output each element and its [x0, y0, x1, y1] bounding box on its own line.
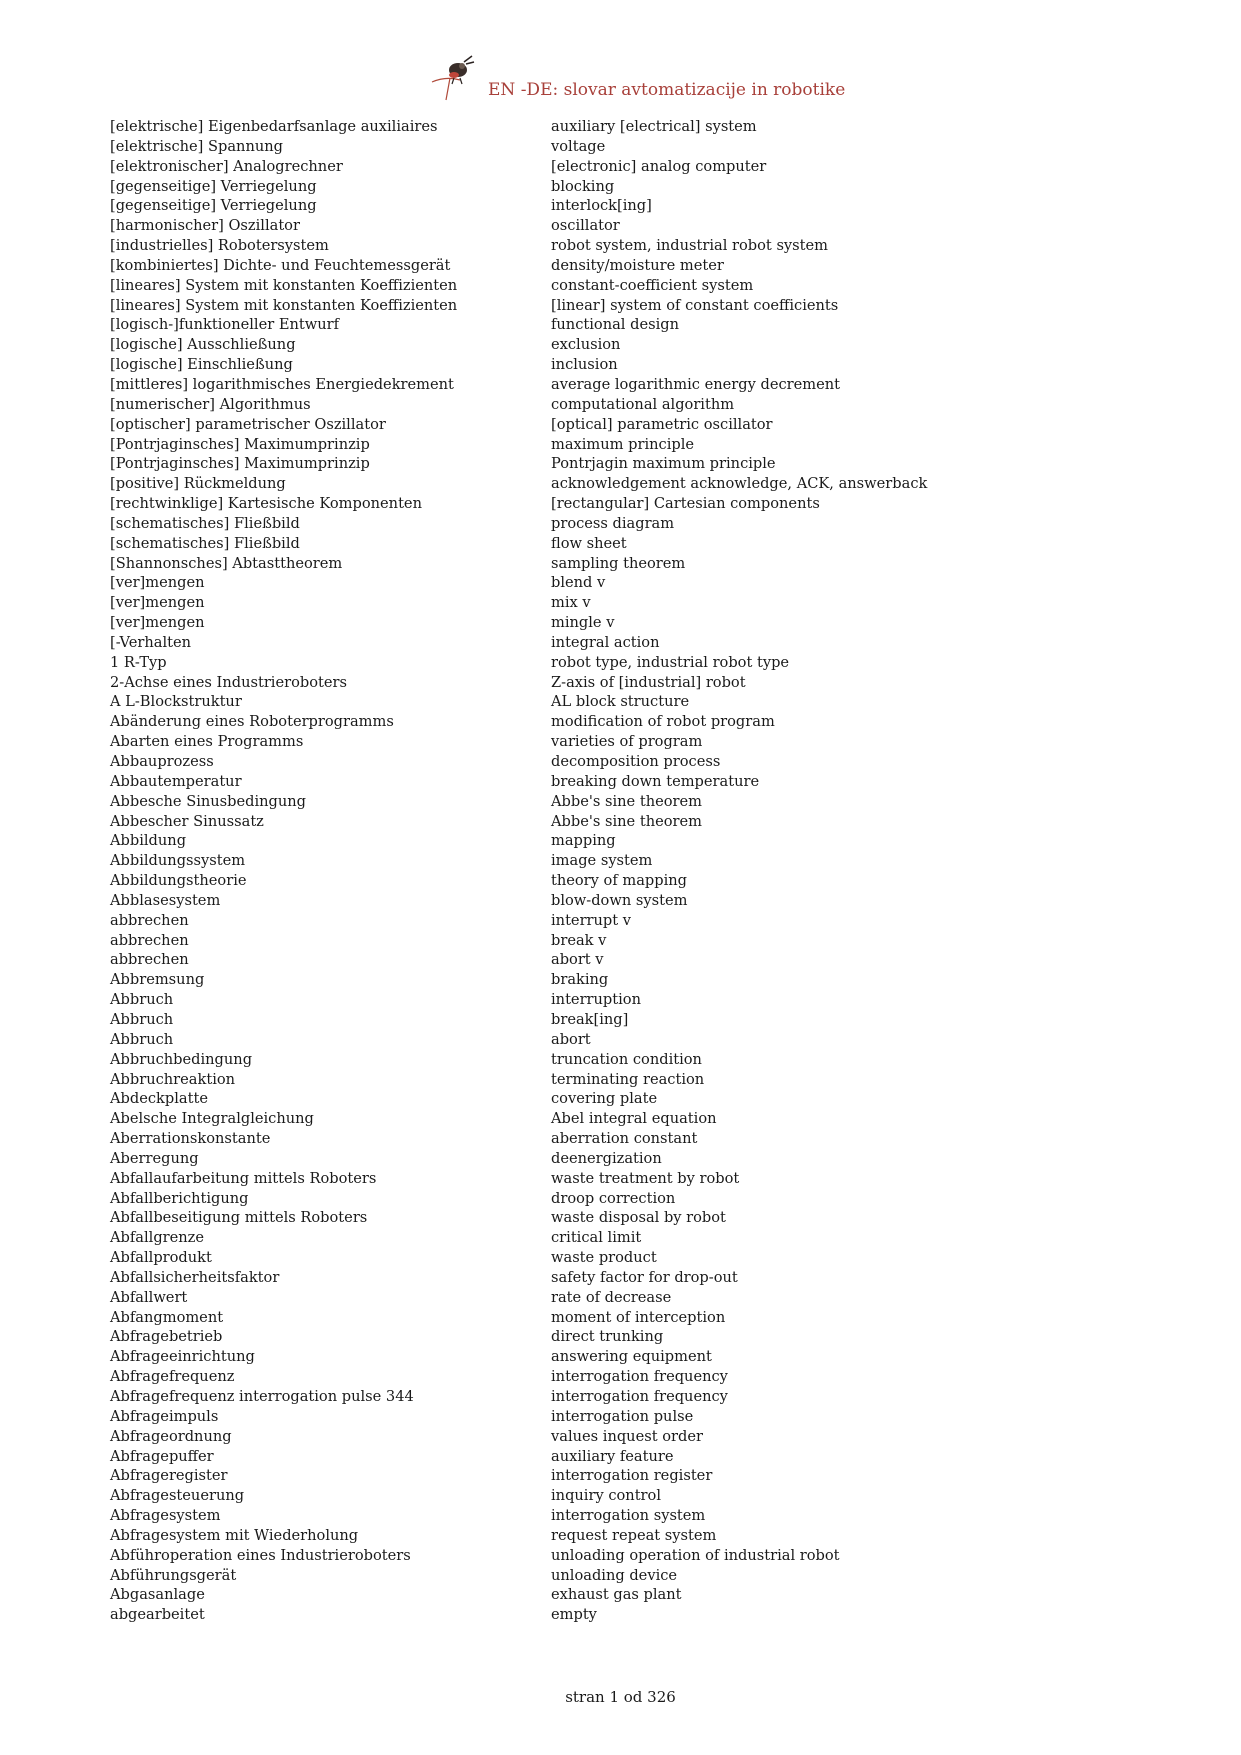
dictionary-entry [0, 653, 1241, 673]
german-term: Abfallgrenze [110, 1229, 204, 1247]
dictionary-entry [0, 573, 1241, 593]
german-term: [harmonischer] Oszillator [110, 217, 300, 235]
english-term: sampling theorem [551, 554, 686, 572]
german-term: Abfrageordnung [110, 1427, 232, 1445]
dictionary-entry [0, 1089, 1241, 1109]
german-term: A L-Blockstruktur [110, 693, 242, 711]
german-term: Abdeckplatte [110, 1090, 208, 1108]
german-term: [lineares] System mit konstanten Koeffizienten [110, 296, 458, 314]
dictionary-entry [0, 831, 1241, 851]
robot-arm-logo-icon [424, 48, 484, 104]
german-term: Abfrageimpuls [110, 1407, 219, 1425]
english-term: [linear] system of constant coefficients [551, 296, 839, 314]
english-term: braking [551, 971, 609, 989]
dictionary-entry [0, 494, 1241, 514]
dictionary-entry [0, 692, 1241, 712]
document-title: EN -DE: slovar avtomatizacije in robotike [488, 80, 846, 100]
dictionary-entry [0, 1387, 1241, 1407]
german-term: [mittleres] logarithmisches Energiedekrement [110, 375, 454, 393]
german-term: [kombiniertes] Dichte- und Feuchtemessgerät [110, 256, 451, 274]
dictionary-entry [0, 375, 1241, 395]
english-term: interrogation pulse [551, 1407, 694, 1425]
german-term: Abfangmoment [110, 1308, 224, 1326]
german-term: Abfrageeinrichtung [110, 1348, 255, 1366]
english-term: exhaust gas plant [551, 1586, 682, 1604]
german-term: 1 R-Typ [110, 653, 167, 671]
english-term: inclusion [551, 356, 618, 374]
english-term: mingle v [551, 614, 615, 632]
dictionary-entry [0, 355, 1241, 375]
english-term: interrogation register [551, 1467, 713, 1485]
dictionary-entry [0, 157, 1241, 177]
german-term: [elektronischer] Analogrechner [110, 157, 343, 175]
dictionary-entry [0, 1566, 1241, 1586]
german-term: Abblasesystem [110, 891, 221, 909]
english-term: robot type, industrial robot type [551, 653, 790, 671]
german-term: [gegenseitige] Verriegelung [110, 177, 317, 195]
dictionary-entry [0, 1407, 1241, 1427]
english-term: process diagram [551, 514, 675, 532]
dictionary-entry [0, 1030, 1241, 1050]
english-term: [electronic] analog computer [551, 157, 767, 175]
english-term: covering plate [551, 1090, 658, 1108]
english-term: voltage [551, 137, 606, 155]
dictionary-entry [0, 1070, 1241, 1090]
dictionary-entry [0, 1109, 1241, 1129]
english-term: unloading operation of industrial robot [551, 1546, 840, 1564]
dictionary-entry [0, 1605, 1241, 1625]
english-term: answering equipment [551, 1348, 712, 1366]
english-term: integral action [551, 633, 660, 651]
german-term: Abfrageregister [110, 1467, 228, 1485]
dictionary-entry [0, 633, 1241, 653]
german-term: Abführungsgerät [110, 1566, 237, 1584]
german-term: Abführoperation eines Industrieroboters [110, 1546, 411, 1564]
german-term: Abfallaufarbeitung mittels Roboters [110, 1169, 377, 1187]
dictionary-entry [0, 950, 1241, 970]
english-term: oscillator [551, 217, 620, 235]
german-term: 2-Achse eines Industrieroboters [110, 673, 347, 691]
english-term: constant-coefficient system [551, 276, 754, 294]
dictionary-entry [0, 1228, 1241, 1248]
dictionary-entry [0, 196, 1241, 216]
german-term: [numerischer] Algorithmus [110, 395, 311, 413]
german-term: [positive] Rückmeldung [110, 475, 286, 493]
german-term: [ver]mengen [110, 594, 205, 612]
german-term: Abbremsung [110, 971, 205, 989]
german-term: Abfragebetrieb [110, 1328, 223, 1346]
german-term: [logisch-]funktioneller Entwurf [110, 316, 340, 334]
english-term: robot system, industrial robot system [551, 237, 829, 255]
dictionary-entry [0, 415, 1241, 435]
german-term: abbrechen [110, 931, 189, 949]
dictionary-entry [0, 1347, 1241, 1367]
english-term: AL block structure [551, 693, 690, 711]
english-term: waste treatment by robot [551, 1169, 740, 1187]
dictionary-entry [0, 236, 1241, 256]
english-term: acknowledgement acknowledge, ACK, answerback [551, 475, 928, 493]
dictionary-entry [0, 970, 1241, 990]
german-term: Abänderung eines Roboterprogramms [110, 713, 394, 731]
english-term: Abbe's sine theorem [551, 812, 702, 830]
german-term: [Pontrjaginsches] Maximumprinzip [110, 455, 370, 473]
german-term: Abgasanlage [110, 1586, 205, 1604]
dictionary-entry [0, 1189, 1241, 1209]
english-term: image system [551, 852, 653, 870]
german-term: [logische] Ausschließung [110, 336, 296, 354]
german-term: [elektrische] Spannung [110, 137, 283, 155]
dictionary-entry [0, 1248, 1241, 1268]
english-term: waste disposal by robot [551, 1209, 726, 1227]
english-term: unloading device [551, 1566, 678, 1584]
german-term: Abbildungstheorie [110, 872, 247, 890]
dictionary-entry [0, 315, 1241, 335]
german-term: abgearbeitet [110, 1606, 205, 1624]
dictionary-entry [0, 1546, 1241, 1566]
english-term: maximum principle [551, 435, 695, 453]
page-header [0, 48, 1241, 108]
english-term: interrupt v [551, 911, 632, 929]
dictionary-entry [0, 911, 1241, 931]
english-term: blow-down system [551, 891, 688, 909]
english-term: deenergization [551, 1149, 662, 1167]
dictionary-entry [0, 812, 1241, 832]
english-term: average logarithmic energy decrement [551, 375, 840, 393]
german-term: [Pontrjaginsches] Maximumprinzip [110, 435, 370, 453]
english-term: break[ing] [551, 1010, 629, 1028]
dictionary-entry [0, 673, 1241, 693]
dictionary-entry [0, 772, 1241, 792]
english-term: breaking down temperature [551, 772, 760, 790]
dictionary-entries [0, 117, 1241, 1625]
german-term: Abbildung [110, 832, 187, 850]
german-term: Aberrationskonstante [110, 1130, 271, 1148]
english-term: modification of robot program [551, 713, 775, 731]
english-term: density/moisture meter [551, 256, 724, 274]
dictionary-entry [0, 1268, 1241, 1288]
dictionary-entry [0, 752, 1241, 772]
english-term: aberration constant [551, 1130, 698, 1148]
german-term: Abfallsicherheitsfaktor [110, 1268, 280, 1286]
english-term: [optical] parametric oscillator [551, 415, 773, 433]
german-term: Abbautemperatur [110, 772, 242, 790]
dictionary-entry [0, 216, 1241, 236]
english-term: flow sheet [551, 534, 627, 552]
english-term: abort [551, 1030, 591, 1048]
dictionary-entry [0, 613, 1241, 633]
english-term: mix v [551, 594, 591, 612]
german-term: Abbruchbedingung [110, 1050, 253, 1068]
german-term: [ver]mengen [110, 574, 205, 592]
dictionary-entry [0, 554, 1241, 574]
english-term: exclusion [551, 336, 621, 354]
dictionary-entry [0, 435, 1241, 455]
german-term: Abfragesystem mit Wiederholung [110, 1526, 359, 1544]
german-term: [schematisches] Fließbild [110, 514, 300, 532]
dictionary-entry [0, 851, 1241, 871]
dictionary-entry [0, 1506, 1241, 1526]
english-term: Pontrjagin maximum principle [551, 455, 776, 473]
english-term: auxiliary feature [551, 1447, 674, 1465]
english-term: Z-axis of [industrial] robot [551, 673, 746, 691]
english-term: theory of mapping [551, 872, 688, 890]
german-term: abbrechen [110, 911, 189, 929]
german-term: Abbruch [110, 1030, 174, 1048]
english-term: direct trunking [551, 1328, 664, 1346]
english-term: interrogation system [551, 1507, 706, 1525]
dictionary-entry [0, 514, 1241, 534]
english-term: interrogation frequency [551, 1368, 728, 1386]
german-term: [-Verhalten [110, 633, 192, 651]
english-term: values inquest order [551, 1427, 703, 1445]
english-term: abort v [551, 951, 604, 969]
english-term: break v [551, 931, 607, 949]
dictionary-entry [0, 1308, 1241, 1328]
dictionary-entry [0, 871, 1241, 891]
english-term: waste product [551, 1249, 657, 1267]
dictionary-entry [0, 117, 1241, 137]
english-term: mapping [551, 832, 616, 850]
german-term: Abbescher Sinussatz [110, 812, 264, 830]
german-term: [optischer] parametrischer Oszillator [110, 415, 386, 433]
english-term: auxiliary [electrical] system [551, 118, 757, 135]
english-term: functional design [551, 316, 679, 334]
english-term: truncation condition [551, 1050, 702, 1068]
english-term: inquiry control [551, 1487, 661, 1505]
english-term: interruption [551, 991, 641, 1009]
english-term: critical limit [551, 1229, 642, 1247]
dictionary-entry [0, 1208, 1241, 1228]
english-term: droop correction [551, 1189, 676, 1207]
english-term: Abel integral equation [551, 1110, 717, 1128]
dictionary-entry [0, 1050, 1241, 1070]
german-term: Abfallberichtigung [110, 1189, 249, 1207]
german-term: [logische] Einschließung [110, 356, 293, 374]
english-term: safety factor for drop-out [551, 1268, 738, 1286]
german-term: [industrielles] Robotersystem [110, 237, 329, 255]
german-term: Abfallprodukt [110, 1249, 212, 1267]
dictionary-entry [0, 1367, 1241, 1387]
dictionary-entry [0, 395, 1241, 415]
dictionary-entry [0, 1010, 1241, 1030]
dictionary-entry [0, 177, 1241, 197]
english-term: moment of interception [551, 1308, 726, 1326]
english-term: computational algorithm [551, 395, 735, 413]
dictionary-entry [0, 296, 1241, 316]
english-term: blocking [551, 177, 615, 195]
dictionary-entry [0, 1526, 1241, 1546]
german-term: Abbruchreaktion [110, 1070, 236, 1088]
german-term: [rechtwinklige] Kartesische Komponenten [110, 495, 422, 513]
german-term: [gegenseitige] Verriegelung [110, 197, 317, 215]
german-term: Abfallwert [110, 1288, 188, 1306]
german-term: [lineares] System mit konstanten Koeffizienten [110, 276, 458, 294]
dictionary-entry [0, 276, 1241, 296]
german-term: Abfragepuffer [110, 1447, 214, 1465]
english-term: terminating reaction [551, 1070, 705, 1088]
dictionary-entry [0, 335, 1241, 355]
dictionary-entry [0, 1129, 1241, 1149]
german-term: Abfragesystem [110, 1507, 221, 1525]
english-term: [rectangular] Cartesian components [551, 495, 820, 513]
german-term: abbrechen [110, 951, 189, 969]
dictionary-entry [0, 792, 1241, 812]
dictionary-entry [0, 1585, 1241, 1605]
dictionary-entry [0, 256, 1241, 276]
english-term: rate of decrease [551, 1288, 672, 1306]
dictionary-entry [0, 534, 1241, 554]
german-term: [schematisches] Fließbild [110, 534, 300, 552]
dictionary-entry [0, 593, 1241, 613]
dictionary-entry [0, 891, 1241, 911]
dictionary-entry [0, 1169, 1241, 1189]
dictionary-entry [0, 1327, 1241, 1347]
dictionary-entry [0, 1447, 1241, 1467]
german-term: Abarten eines Programms [110, 733, 304, 751]
dictionary-entry [0, 732, 1241, 752]
dictionary-entry [0, 454, 1241, 474]
german-term: Abbildungssystem [110, 852, 246, 870]
german-term: Abfragesteuerung [110, 1487, 245, 1505]
german-term: Aberregung [110, 1149, 199, 1167]
german-term: Abfragefrequenz [110, 1368, 235, 1386]
english-term: blend v [551, 574, 606, 592]
dictionary-entry [0, 931, 1241, 951]
dictionary-entry [0, 1427, 1241, 1447]
english-term: decomposition process [551, 753, 721, 770]
dictionary-entry [0, 137, 1241, 157]
dictionary-entry [0, 1466, 1241, 1486]
english-term: interrogation frequency [551, 1388, 728, 1405]
english-term: varieties of program [551, 733, 703, 751]
english-term: interlock[ing] [551, 197, 652, 215]
english-term: Abbe's sine theorem [551, 792, 702, 810]
dictionary-entry [0, 990, 1241, 1010]
german-term: [elektrische] Eigenbedarfsanlage auxiliaires [110, 118, 438, 135]
german-term: Abbruch [110, 1010, 174, 1028]
english-term: request repeat system [551, 1526, 717, 1544]
english-term: empty [551, 1606, 597, 1624]
page-number: stran 1 od 326 [565, 1688, 676, 1706]
german-term: Abelsche Integralgleichung [110, 1110, 314, 1128]
german-term: Abbruch [110, 991, 174, 1009]
german-term: Abfallbeseitigung mittels Roboters [110, 1209, 368, 1227]
dictionary-entry [0, 1149, 1241, 1169]
german-term: Abbesche Sinusbedingung [110, 792, 307, 810]
dictionary-entry [0, 712, 1241, 732]
dictionary-entry [0, 474, 1241, 494]
german-term: [ver]mengen [110, 614, 205, 632]
dictionary-entry [0, 1288, 1241, 1308]
dictionary-entry [0, 1486, 1241, 1506]
german-term: [Shannonsches] Abtasttheorem [110, 554, 343, 572]
german-term: Abfragefrequenz interrogation pulse 344 [110, 1388, 414, 1405]
german-term: Abbauprozess [110, 753, 214, 770]
